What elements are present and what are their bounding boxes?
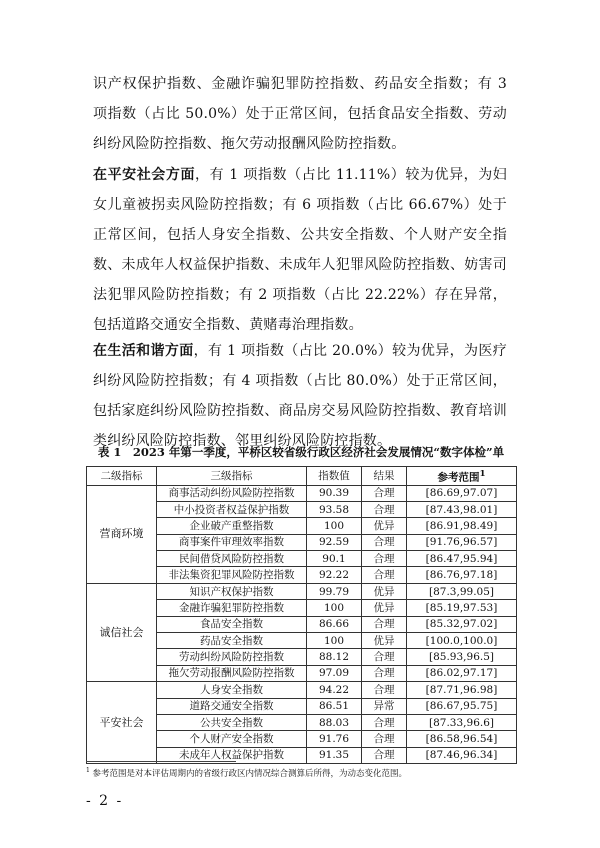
- indicator-name: 公共安全指数: [157, 714, 307, 730]
- reference-range: [87.46,96.34]: [407, 747, 517, 763]
- index-value: 93.58: [307, 501, 362, 517]
- result: 合理: [362, 534, 407, 550]
- paragraph-text: ，有 1 项指数（占比 20.0%）较为优异，为医疗纠纷风险防控指数；有 4 项指数（占比 80.0%）处于正常区间，包括家庭纠纷风险防控指数、商品房交易风险防控指数、教育培训类纠纷风险防控指数、邻里纠纷风险防控指数。: [93, 343, 507, 449]
- paragraph-harmonious-life: [93, 336, 507, 456]
- index-value: 100: [307, 633, 362, 649]
- footnote-text: 参考范围是对本评估周期内的省级行政区内情况综合测算后所得，为动态变化范围。: [92, 769, 408, 779]
- index-value: 90.39: [307, 485, 362, 501]
- reference-range: [86.02,97.17]: [407, 665, 517, 681]
- result: 合理: [362, 714, 407, 730]
- header-level2: 二级指标: [87, 467, 157, 486]
- result: 优异: [362, 518, 407, 534]
- index-value: 86.66: [307, 616, 362, 632]
- index-value: 99.79: [307, 583, 362, 599]
- reference-range: [85.32,97.02]: [407, 616, 517, 632]
- group-name: 诚信社会: [87, 583, 157, 681]
- result: 合理: [362, 501, 407, 517]
- paragraph-integrity-society: [93, 69, 507, 159]
- result: 合理: [362, 485, 407, 501]
- reference-range: [100.0,100.0]: [407, 633, 517, 649]
- reference-range: [86.76,97.18]: [407, 567, 517, 583]
- indicator-name: 道路交通安全指数: [157, 698, 307, 714]
- index-value: 92.22: [307, 567, 362, 583]
- index-value: 100: [307, 518, 362, 534]
- index-value: 88.12: [307, 649, 362, 665]
- reference-range: [86.91,98.49]: [407, 518, 517, 534]
- indicator-name: 金融诈骗犯罪防控指数: [157, 600, 307, 616]
- indicator-name: 人身安全指数: [157, 682, 307, 698]
- result: 异常: [362, 698, 407, 714]
- table-header-row: [87, 467, 517, 486]
- reference-range: [86.67,95.75]: [407, 698, 517, 714]
- paragraph-lead: 在平安社会方面: [93, 167, 196, 183]
- indicator-name: 商事活动纠纷风险防控指数: [157, 485, 307, 501]
- index-value: 86.51: [307, 698, 362, 714]
- footnote-ref: 1: [479, 469, 486, 479]
- indicator-name: 商事案件审理效率指数: [157, 534, 307, 550]
- reference-range: [91.76,96.57]: [407, 534, 517, 550]
- reference-range: [85.93,96.5]: [407, 649, 517, 665]
- page-number: - 2 -: [86, 793, 124, 809]
- header-range-label: 参考范围: [437, 471, 480, 484]
- index-value: 88.03: [307, 714, 362, 730]
- reference-range: [87.43,98.01]: [407, 501, 517, 517]
- indicator-name: 个人财产安全指数: [157, 731, 307, 747]
- reference-range: [86.58,96.54]: [407, 731, 517, 747]
- result: 合理: [362, 616, 407, 632]
- result: 优异: [362, 600, 407, 616]
- result: 优异: [362, 583, 407, 599]
- indicator-name: 中小投资者权益保护指数: [157, 501, 307, 517]
- index-value: 97.09: [307, 665, 362, 681]
- group-name: 营商环境: [87, 485, 157, 583]
- index-value: 90.1: [307, 551, 362, 567]
- header-range: [407, 467, 517, 486]
- indicator-name: 民间借贷风险防控指数: [157, 551, 307, 567]
- result: 合理: [362, 682, 407, 698]
- reference-range: [87.71,96.98]: [407, 682, 517, 698]
- result: 合理: [362, 665, 407, 681]
- reference-range: [86.47,95.94]: [407, 551, 517, 567]
- table-row: [87, 485, 517, 501]
- reference-range: [87.33,96.6]: [407, 714, 517, 730]
- result: 合理: [362, 551, 407, 567]
- indicator-name: 劳动纠纷风险防控指数: [157, 649, 307, 665]
- header-value: 指数值: [307, 467, 362, 486]
- index-value: 94.22: [307, 682, 362, 698]
- result: 合理: [362, 649, 407, 665]
- result: 优异: [362, 633, 407, 649]
- paragraph-safe-society: [93, 160, 507, 340]
- table-caption: 表 1 2023 年第一季度，平桥区较省级行政区经济社会发展情况“数字体检”单: [97, 445, 505, 459]
- indicator-name: 知识产权保护指数: [157, 583, 307, 599]
- group-name: 平安社会: [87, 682, 157, 764]
- result: 合理: [362, 731, 407, 747]
- index-value: 92.59: [307, 534, 362, 550]
- indicator-name: 食品安全指数: [157, 616, 307, 632]
- footnote-mark: 1: [86, 767, 90, 775]
- paragraph-text: ，有 1 项指数（占比 11.11%）较为优异，为妇女儿童被拐卖风险防控指数；有 6 项指数（占比 66.67%）处于正常区间，包括人身安全指数、公共安全指数、个人财产安全指数、未成年人权益保护指数、未成年人犯罪风险防控指数、妨害司法犯罪风险防控指数；有 2 项指数（占比 22.22%）存在异常，包括道路交通安全指数、黄赌毒治理指数。: [93, 167, 507, 333]
- result: 合理: [362, 567, 407, 583]
- indicator-name: 非法集资犯罪风险防控指数: [157, 567, 307, 583]
- indicator-name: 拖欠劳动报酬风险防控指数: [157, 665, 307, 681]
- indicator-name: 药品安全指数: [157, 633, 307, 649]
- reference-range: [87.3,99.05]: [407, 583, 517, 599]
- footnote-divider: [86, 761, 236, 762]
- paragraph-lead: 在生活和谐方面: [93, 343, 194, 359]
- indicator-name: 未成年人权益保护指数: [157, 747, 307, 763]
- index-value: 100: [307, 600, 362, 616]
- header-level3: 三级指标: [157, 467, 307, 486]
- indicator-name: 企业破产重整指数: [157, 518, 307, 534]
- footnote: [86, 767, 516, 779]
- table-row: [87, 583, 517, 599]
- data-table: [86, 466, 517, 764]
- index-value: 91.35: [307, 747, 362, 763]
- reference-range: [85.19,97.53]: [407, 600, 517, 616]
- header-result: 结果: [362, 467, 407, 486]
- table-row: [87, 682, 517, 698]
- reference-range: [86.69,97.07]: [407, 485, 517, 501]
- paragraph-text: 识产权保护指数、金融诈骗犯罪防控指数、药品安全指数；有 3 项指数（占比 50.0%）处于正常区间，包括食品安全指数、劳动纠纷风险防控指数、拖欠劳动报酬风险防控指数。: [93, 76, 507, 152]
- index-value: 91.76: [307, 731, 362, 747]
- result: 合理: [362, 747, 407, 763]
